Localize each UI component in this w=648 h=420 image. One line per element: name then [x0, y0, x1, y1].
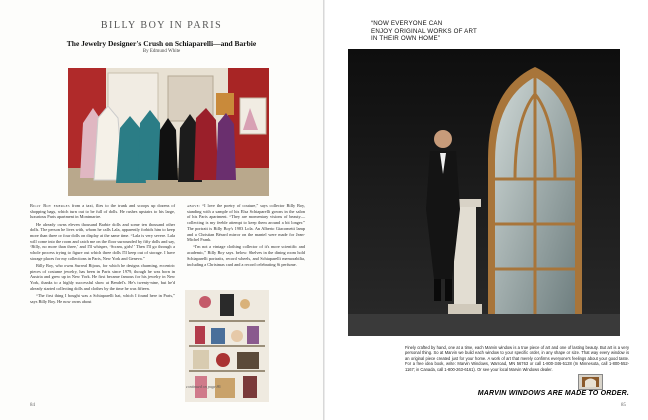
ad-headline-line-3: IN THEIR OWN HOME”: [371, 35, 441, 43]
article-column-1: [30, 203, 175, 306]
lead-in: Billy Boy emerges: [30, 203, 70, 208]
arched-window-illustration: [348, 49, 620, 336]
ad-tagline: MARVIN WINDOWS ARE MADE TO ORDER.: [477, 390, 629, 397]
page-number-left: 84: [30, 403, 35, 408]
caption-lead: above:: [187, 203, 201, 208]
paragraph-text: from a taxi, flies to the trunk and scoops up dozens of shopping bags, which turn out to be full of dolls. He rushes upstairs to his large, luxurious Paris apartment in Montmartre.: [30, 203, 175, 220]
article-paragraph-3: Billy Boy, who owns Surreal Bijoux, for which he designs charming, eccentric pieces of costume jewelry, has been in Paris since 1979, though he was born in Austria and grew up in New York. He first became famous for his jewelry in New York, thanks to a highly successful show at Bendel's. He's twenty-nine, but he'd already started collecting dolls and clothes by the time he was fifteen.: [30, 263, 175, 291]
marvin-logo-mark: [579, 375, 602, 389]
article-headline: The Jewelry Designer's Crush on Schiaparelli—and Barbie: [66, 39, 257, 48]
ad-headline: [371, 20, 541, 43]
article-paragraph-2: He already owns eleven thousand Barbie dolls and some ten thousand other dolls. The person he lives with, whom he calls Lala, apparently forbids him to keep more than three or four dolls on display at the same time. “Lala is very severe. Lala will come into the room and catch me on the floor surrounded by fifty dolls and say, ‘Billy, no more than three,’ and I'll whisper, ‘Scram, girls!’ Then I'll go through a whole process trying to figure out which three dolls I'll keep out of storage. I have storage places for my collections in Paris, New York and Geneva.”: [30, 221, 175, 261]
marvin-logo: [578, 374, 603, 390]
gown-salon-photo: [68, 68, 269, 196]
ad-headline-line-1: “NOW EVERYONE CAN: [371, 20, 443, 27]
arched-window-photo: [348, 49, 620, 336]
gown-salon-illustration: [68, 68, 269, 196]
left-page: [0, 0, 323, 420]
section-title: BILLY BOY IN PARIS: [100, 20, 223, 31]
ad-body-copy: Finely crafted by hand, one at a time, each Marvin window is a true piece of art and one of lasting beauty. But art is a very personal thing. So at Marvin we build each window to your specific order, in any shape or size. That way every window is an original piece created just for your home. A work of art that merely confirms everyone's feelings about your good taste. For a free idea book, write: Marvin Windows, Warroad, MN 56763 or call 1-800-346-5128 (In Minnesota, call 1-800-552-1167; in Canada, call 1-800-263-6161). Or see your local Marvin Windows dealer.: [405, 345, 629, 372]
right-page-ad: [325, 0, 648, 420]
caption-column: [187, 203, 305, 269]
page-number-right: 85: [621, 403, 626, 408]
caption-paragraph-2: “I'm not a vintage clothing collector of it's more scientific and academic,” Billy Boy says. below: Shelves in the dining room hold Schiaparelli portraits, record wheels, and Schiaparelli memorabilia, including a Christmas card and a record celebrating Si perfume.: [187, 244, 305, 267]
article-paragraph-1: [30, 203, 175, 220]
article-paragraph-4: “The first thing I bought was a Schiaparelli hat, which I found here in Paris,” says Billy Boy. He now owns about: [30, 293, 175, 304]
ad-headline-line-2: ENJOY ORIGINAL WORKS OF ART: [371, 27, 478, 35]
continued-note: continued on page 86: [186, 384, 221, 389]
byline: By Edmund White: [142, 49, 181, 54]
caption-text: “I love the poetry of couture,” says collector Billy Boy, standing with a sample of his Elsa Schiaparelli gowns in the salon of his Paris apartment. “They are momentary visions of beauty—collecting is my feeble attempt to keep them around a bit longer.” The portrait is Billy Boy's 1983 Lola. An Alberto Giacometti lamp and a Christian Bérard mirror on the mantel were made for Jean-Michel Frank.: [187, 203, 305, 243]
caption-paragraph-1: [187, 203, 305, 243]
